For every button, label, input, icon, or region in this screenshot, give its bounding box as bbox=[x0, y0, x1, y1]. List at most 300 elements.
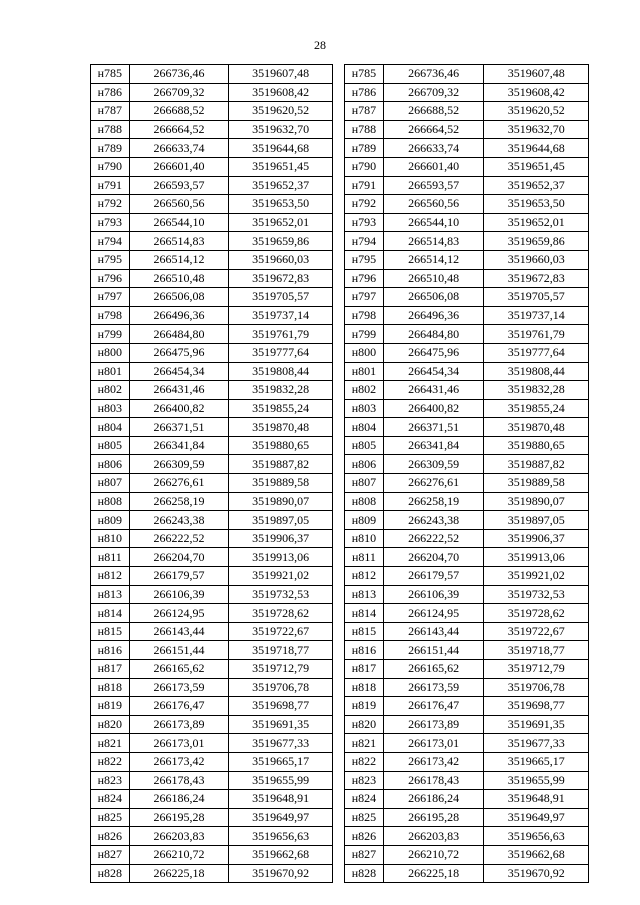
point-id-cell: н790 bbox=[91, 157, 130, 176]
x-coordinate-cell: 266560,56 bbox=[129, 195, 229, 214]
x-coordinate-cell: 266484,80 bbox=[383, 325, 484, 344]
y-coordinate-cell: 3519648,91 bbox=[484, 790, 589, 809]
y-coordinate-cell: 3519880,65 bbox=[229, 436, 333, 455]
x-coordinate-cell: 266664,52 bbox=[383, 120, 484, 139]
x-coordinate-cell: 266514,83 bbox=[383, 232, 484, 251]
y-coordinate-cell: 3519887,82 bbox=[484, 455, 589, 474]
point-id-cell: н807 bbox=[345, 474, 384, 493]
y-coordinate-cell: 3519808,44 bbox=[484, 362, 589, 381]
x-coordinate-cell: 266475,96 bbox=[383, 343, 484, 362]
table-row bbox=[91, 436, 333, 455]
y-coordinate-cell: 3519855,24 bbox=[229, 399, 333, 418]
y-coordinate-cell: 3519653,50 bbox=[484, 195, 589, 214]
y-coordinate-cell: 3519712,79 bbox=[229, 660, 333, 679]
table-row bbox=[345, 622, 589, 641]
table-row bbox=[345, 399, 589, 418]
y-coordinate-cell: 3519718,77 bbox=[229, 641, 333, 660]
x-coordinate-cell: 266514,12 bbox=[383, 250, 484, 269]
table-row bbox=[345, 83, 589, 102]
x-coordinate-cell: 266203,83 bbox=[383, 827, 484, 846]
point-id-cell: н787 bbox=[91, 102, 130, 121]
table-row bbox=[91, 641, 333, 660]
point-id-cell: н796 bbox=[91, 269, 130, 288]
table-row bbox=[345, 232, 589, 251]
y-coordinate-cell: 3519906,37 bbox=[484, 529, 589, 548]
y-coordinate-cell: 3519832,28 bbox=[229, 381, 333, 400]
point-id-cell: н785 bbox=[345, 65, 384, 84]
x-coordinate-cell: 266736,46 bbox=[383, 65, 484, 84]
table-row bbox=[91, 399, 333, 418]
x-coordinate-cell: 266179,57 bbox=[383, 567, 484, 586]
x-coordinate-cell: 266173,89 bbox=[129, 715, 229, 734]
x-coordinate-cell: 266106,39 bbox=[383, 585, 484, 604]
x-coordinate-cell: 266709,32 bbox=[383, 83, 484, 102]
x-coordinate-cell: 266222,52 bbox=[383, 529, 484, 548]
y-coordinate-cell: 3519880,65 bbox=[484, 436, 589, 455]
table-row bbox=[345, 343, 589, 362]
table-row bbox=[91, 232, 333, 251]
point-id-cell: н798 bbox=[345, 306, 384, 325]
y-coordinate-cell: 3519832,28 bbox=[484, 381, 589, 400]
y-coordinate-cell: 3519761,79 bbox=[484, 325, 589, 344]
y-coordinate-cell: 3519870,48 bbox=[484, 418, 589, 437]
table-row bbox=[345, 548, 589, 567]
point-id-cell: н787 bbox=[345, 102, 384, 121]
point-id-cell: н805 bbox=[91, 436, 130, 455]
table-row bbox=[345, 492, 589, 511]
x-coordinate-cell: 266210,72 bbox=[129, 845, 229, 864]
point-id-cell: н805 bbox=[345, 436, 384, 455]
point-id-cell: н821 bbox=[91, 734, 130, 753]
y-coordinate-cell: 3519737,14 bbox=[484, 306, 589, 325]
x-coordinate-cell: 266514,83 bbox=[129, 232, 229, 251]
table-row bbox=[345, 474, 589, 493]
point-id-cell: н820 bbox=[345, 715, 384, 734]
y-coordinate-cell: 3519718,77 bbox=[484, 641, 589, 660]
coordinates-table-right bbox=[344, 64, 589, 883]
x-coordinate-cell: 266173,01 bbox=[129, 734, 229, 753]
point-id-cell: н803 bbox=[91, 399, 130, 418]
x-coordinate-cell: 266709,32 bbox=[129, 83, 229, 102]
table-row bbox=[345, 641, 589, 660]
y-coordinate-cell: 3519644,68 bbox=[484, 139, 589, 158]
table-row bbox=[345, 139, 589, 158]
y-coordinate-cell: 3519651,45 bbox=[229, 157, 333, 176]
y-coordinate-cell: 3519921,02 bbox=[229, 567, 333, 586]
table-row bbox=[91, 771, 333, 790]
table-row bbox=[91, 418, 333, 437]
point-id-cell: н823 bbox=[345, 771, 384, 790]
point-id-cell: н791 bbox=[91, 176, 130, 195]
x-coordinate-cell: 266601,40 bbox=[383, 157, 484, 176]
x-coordinate-cell: 266544,10 bbox=[383, 213, 484, 232]
y-coordinate-cell: 3519659,86 bbox=[229, 232, 333, 251]
y-coordinate-cell: 3519662,68 bbox=[229, 845, 333, 864]
y-coordinate-cell: 3519632,70 bbox=[484, 120, 589, 139]
table-row bbox=[345, 567, 589, 586]
point-id-cell: н819 bbox=[91, 697, 130, 716]
point-id-cell: н826 bbox=[91, 827, 130, 846]
x-coordinate-cell: 266186,24 bbox=[383, 790, 484, 809]
table-row bbox=[91, 585, 333, 604]
x-coordinate-cell: 266431,46 bbox=[129, 381, 229, 400]
point-id-cell: н814 bbox=[91, 604, 130, 623]
point-id-cell: н827 bbox=[345, 845, 384, 864]
point-id-cell: н810 bbox=[345, 529, 384, 548]
x-coordinate-cell: 266203,83 bbox=[129, 827, 229, 846]
table-row bbox=[91, 269, 333, 288]
table-row bbox=[345, 120, 589, 139]
table-row bbox=[345, 288, 589, 307]
x-coordinate-cell: 266371,51 bbox=[383, 418, 484, 437]
point-id-cell: н806 bbox=[91, 455, 130, 474]
y-coordinate-cell: 3519855,24 bbox=[484, 399, 589, 418]
y-coordinate-cell: 3519655,99 bbox=[229, 771, 333, 790]
y-coordinate-cell: 3519677,33 bbox=[484, 734, 589, 753]
table-row bbox=[91, 325, 333, 344]
y-coordinate-cell: 3519890,07 bbox=[229, 492, 333, 511]
table-row bbox=[91, 790, 333, 809]
y-coordinate-cell: 3519897,05 bbox=[484, 511, 589, 530]
table-row bbox=[91, 213, 333, 232]
y-coordinate-cell: 3519906,37 bbox=[229, 529, 333, 548]
table-row bbox=[345, 418, 589, 437]
x-coordinate-cell: 266400,82 bbox=[129, 399, 229, 418]
x-coordinate-cell: 266178,43 bbox=[383, 771, 484, 790]
x-coordinate-cell: 266173,42 bbox=[383, 752, 484, 771]
point-id-cell: н810 bbox=[91, 529, 130, 548]
x-coordinate-cell: 266633,74 bbox=[383, 139, 484, 158]
x-coordinate-cell: 266431,46 bbox=[383, 381, 484, 400]
y-coordinate-cell: 3519653,50 bbox=[229, 195, 333, 214]
table-row bbox=[345, 697, 589, 716]
y-coordinate-cell: 3519607,48 bbox=[229, 65, 333, 84]
x-coordinate-cell: 266179,57 bbox=[129, 567, 229, 586]
y-coordinate-cell: 3519644,68 bbox=[229, 139, 333, 158]
x-coordinate-cell: 266454,34 bbox=[383, 362, 484, 381]
x-coordinate-cell: 266106,39 bbox=[129, 585, 229, 604]
y-coordinate-cell: 3519649,97 bbox=[229, 808, 333, 827]
point-id-cell: н786 bbox=[345, 83, 384, 102]
y-coordinate-cell: 3519691,35 bbox=[229, 715, 333, 734]
table-row bbox=[91, 715, 333, 734]
point-id-cell: н798 bbox=[91, 306, 130, 325]
x-coordinate-cell: 266475,96 bbox=[129, 343, 229, 362]
x-coordinate-cell: 266210,72 bbox=[383, 845, 484, 864]
y-coordinate-cell: 3519777,64 bbox=[229, 343, 333, 362]
y-coordinate-cell: 3519921,02 bbox=[484, 567, 589, 586]
point-id-cell: н789 bbox=[91, 139, 130, 158]
x-coordinate-cell: 266593,57 bbox=[383, 176, 484, 195]
x-coordinate-cell: 266204,70 bbox=[129, 548, 229, 567]
x-coordinate-cell: 266173,01 bbox=[383, 734, 484, 753]
point-id-cell: н811 bbox=[345, 548, 384, 567]
point-id-cell: н794 bbox=[345, 232, 384, 251]
x-coordinate-cell: 266309,59 bbox=[129, 455, 229, 474]
y-coordinate-cell: 3519648,91 bbox=[229, 790, 333, 809]
y-coordinate-cell: 3519761,79 bbox=[229, 325, 333, 344]
table-row bbox=[91, 139, 333, 158]
table-row bbox=[345, 585, 589, 604]
table-row bbox=[91, 250, 333, 269]
table-row bbox=[345, 325, 589, 344]
y-coordinate-cell: 3519706,78 bbox=[484, 678, 589, 697]
point-id-cell: н797 bbox=[345, 288, 384, 307]
y-coordinate-cell: 3519722,67 bbox=[484, 622, 589, 641]
page-number: 28 bbox=[314, 38, 326, 52]
y-coordinate-cell: 3519652,01 bbox=[484, 213, 589, 232]
table-row bbox=[345, 864, 589, 883]
table-row bbox=[345, 660, 589, 679]
point-id-cell: н804 bbox=[91, 418, 130, 437]
point-id-cell: н794 bbox=[91, 232, 130, 251]
x-coordinate-cell: 266173,42 bbox=[129, 752, 229, 771]
x-coordinate-cell: 266633,74 bbox=[129, 139, 229, 158]
y-coordinate-cell: 3519897,05 bbox=[229, 511, 333, 530]
y-coordinate-cell: 3519698,77 bbox=[484, 697, 589, 716]
y-coordinate-cell: 3519728,62 bbox=[484, 604, 589, 623]
y-coordinate-cell: 3519651,45 bbox=[484, 157, 589, 176]
point-id-cell: н795 bbox=[91, 250, 130, 269]
x-coordinate-cell: 266506,08 bbox=[129, 288, 229, 307]
point-id-cell: н820 bbox=[91, 715, 130, 734]
table-row bbox=[345, 157, 589, 176]
table-row bbox=[345, 306, 589, 325]
point-id-cell: н804 bbox=[345, 418, 384, 437]
x-coordinate-cell: 266178,43 bbox=[129, 771, 229, 790]
x-coordinate-cell: 266664,52 bbox=[129, 120, 229, 139]
table-row bbox=[345, 455, 589, 474]
point-id-cell: н807 bbox=[91, 474, 130, 493]
x-coordinate-cell: 266124,95 bbox=[129, 604, 229, 623]
point-id-cell: н802 bbox=[91, 381, 130, 400]
x-coordinate-cell: 266176,47 bbox=[383, 697, 484, 716]
y-coordinate-cell: 3519608,42 bbox=[484, 83, 589, 102]
point-id-cell: н816 bbox=[91, 641, 130, 660]
y-coordinate-cell: 3519913,06 bbox=[229, 548, 333, 567]
point-id-cell: н825 bbox=[345, 808, 384, 827]
point-id-cell: н809 bbox=[345, 511, 384, 530]
table-row bbox=[91, 65, 333, 84]
x-coordinate-cell: 266173,89 bbox=[383, 715, 484, 734]
point-id-cell: н814 bbox=[345, 604, 384, 623]
table-row bbox=[345, 790, 589, 809]
table-row bbox=[91, 529, 333, 548]
x-coordinate-cell: 266258,19 bbox=[383, 492, 484, 511]
table-row bbox=[345, 827, 589, 846]
x-coordinate-cell: 266243,38 bbox=[129, 511, 229, 530]
y-coordinate-cell: 3519698,77 bbox=[229, 697, 333, 716]
table-row bbox=[91, 864, 333, 883]
table-row bbox=[345, 771, 589, 790]
x-coordinate-cell: 266454,34 bbox=[129, 362, 229, 381]
point-id-cell: н811 bbox=[91, 548, 130, 567]
point-id-cell: н817 bbox=[345, 660, 384, 679]
table-row bbox=[345, 269, 589, 288]
x-coordinate-cell: 266688,52 bbox=[383, 102, 484, 121]
x-coordinate-cell: 266143,44 bbox=[129, 622, 229, 641]
y-coordinate-cell: 3519722,67 bbox=[229, 622, 333, 641]
point-id-cell: н821 bbox=[345, 734, 384, 753]
table-row bbox=[345, 65, 589, 84]
table-row bbox=[91, 120, 333, 139]
point-id-cell: н800 bbox=[91, 343, 130, 362]
table-row bbox=[91, 102, 333, 121]
x-coordinate-cell: 266258,19 bbox=[129, 492, 229, 511]
y-coordinate-cell: 3519712,79 bbox=[484, 660, 589, 679]
x-coordinate-cell: 266496,36 bbox=[383, 306, 484, 325]
point-id-cell: н788 bbox=[345, 120, 384, 139]
x-coordinate-cell: 266151,44 bbox=[383, 641, 484, 660]
point-id-cell: н792 bbox=[91, 195, 130, 214]
table-row bbox=[91, 697, 333, 716]
point-id-cell: н815 bbox=[345, 622, 384, 641]
y-coordinate-cell: 3519705,57 bbox=[229, 288, 333, 307]
y-coordinate-cell: 3519728,62 bbox=[229, 604, 333, 623]
y-coordinate-cell: 3519660,03 bbox=[484, 250, 589, 269]
x-coordinate-cell: 266176,47 bbox=[129, 697, 229, 716]
x-coordinate-cell: 266510,48 bbox=[383, 269, 484, 288]
point-id-cell: н801 bbox=[91, 362, 130, 381]
table-row bbox=[345, 436, 589, 455]
point-id-cell: н818 bbox=[91, 678, 130, 697]
point-id-cell: н812 bbox=[345, 567, 384, 586]
point-id-cell: н795 bbox=[345, 250, 384, 269]
point-id-cell: н797 bbox=[91, 288, 130, 307]
point-id-cell: н824 bbox=[91, 790, 130, 809]
table-row bbox=[91, 827, 333, 846]
y-coordinate-cell: 3519887,82 bbox=[229, 455, 333, 474]
table-row bbox=[91, 548, 333, 567]
y-coordinate-cell: 3519607,48 bbox=[484, 65, 589, 84]
y-coordinate-cell: 3519677,33 bbox=[229, 734, 333, 753]
table-row bbox=[91, 176, 333, 195]
x-coordinate-cell: 266195,28 bbox=[129, 808, 229, 827]
x-coordinate-cell: 266510,48 bbox=[129, 269, 229, 288]
x-coordinate-cell: 266400,82 bbox=[383, 399, 484, 418]
table-row bbox=[345, 604, 589, 623]
point-id-cell: н817 bbox=[91, 660, 130, 679]
y-coordinate-cell: 3519706,78 bbox=[229, 678, 333, 697]
table-row bbox=[345, 362, 589, 381]
point-id-cell: н808 bbox=[345, 492, 384, 511]
point-id-cell: н828 bbox=[91, 864, 130, 883]
y-coordinate-cell: 3519660,03 bbox=[229, 250, 333, 269]
y-coordinate-cell: 3519732,53 bbox=[484, 585, 589, 604]
point-id-cell: н818 bbox=[345, 678, 384, 697]
point-id-cell: н799 bbox=[91, 325, 130, 344]
point-id-cell: н815 bbox=[91, 622, 130, 641]
table-row bbox=[91, 678, 333, 697]
point-id-cell: н824 bbox=[345, 790, 384, 809]
x-coordinate-cell: 266151,44 bbox=[129, 641, 229, 660]
y-coordinate-cell: 3519889,58 bbox=[484, 474, 589, 493]
point-id-cell: н819 bbox=[345, 697, 384, 716]
x-coordinate-cell: 266225,18 bbox=[129, 864, 229, 883]
table-row bbox=[345, 195, 589, 214]
table-row bbox=[345, 102, 589, 121]
point-id-cell: н793 bbox=[345, 213, 384, 232]
table-row bbox=[345, 678, 589, 697]
table-row bbox=[91, 511, 333, 530]
point-id-cell: н828 bbox=[345, 864, 384, 883]
y-coordinate-cell: 3519662,68 bbox=[484, 845, 589, 864]
table-row bbox=[345, 250, 589, 269]
table-row bbox=[91, 195, 333, 214]
y-coordinate-cell: 3519608,42 bbox=[229, 83, 333, 102]
x-coordinate-cell: 266243,38 bbox=[383, 511, 484, 530]
point-id-cell: н812 bbox=[91, 567, 130, 586]
y-coordinate-cell: 3519656,63 bbox=[229, 827, 333, 846]
y-coordinate-cell: 3519659,86 bbox=[484, 232, 589, 251]
y-coordinate-cell: 3519649,97 bbox=[484, 808, 589, 827]
x-coordinate-cell: 266560,56 bbox=[383, 195, 484, 214]
point-id-cell: н823 bbox=[91, 771, 130, 790]
table-row bbox=[91, 343, 333, 362]
x-coordinate-cell: 266496,36 bbox=[129, 306, 229, 325]
y-coordinate-cell: 3519808,44 bbox=[229, 362, 333, 381]
x-coordinate-cell: 266544,10 bbox=[129, 213, 229, 232]
y-coordinate-cell: 3519652,37 bbox=[229, 176, 333, 195]
point-id-cell: н793 bbox=[91, 213, 130, 232]
y-coordinate-cell: 3519670,92 bbox=[484, 864, 589, 883]
point-id-cell: н803 bbox=[345, 399, 384, 418]
y-coordinate-cell: 3519620,52 bbox=[229, 102, 333, 121]
point-id-cell: н792 bbox=[345, 195, 384, 214]
x-coordinate-cell: 266601,40 bbox=[129, 157, 229, 176]
point-id-cell: н790 bbox=[345, 157, 384, 176]
x-coordinate-cell: 266514,12 bbox=[129, 250, 229, 269]
x-coordinate-cell: 266736,46 bbox=[129, 65, 229, 84]
y-coordinate-cell: 3519665,17 bbox=[484, 752, 589, 771]
y-coordinate-cell: 3519889,58 bbox=[229, 474, 333, 493]
table-row bbox=[91, 306, 333, 325]
x-coordinate-cell: 266165,62 bbox=[129, 660, 229, 679]
table-row bbox=[91, 288, 333, 307]
table-row bbox=[91, 362, 333, 381]
x-coordinate-cell: 266173,59 bbox=[129, 678, 229, 697]
x-coordinate-cell: 266225,18 bbox=[383, 864, 484, 883]
y-coordinate-cell: 3519620,52 bbox=[484, 102, 589, 121]
point-id-cell: н813 bbox=[91, 585, 130, 604]
point-id-cell: н809 bbox=[91, 511, 130, 530]
x-coordinate-cell: 266688,52 bbox=[129, 102, 229, 121]
y-coordinate-cell: 3519672,83 bbox=[229, 269, 333, 288]
table-row bbox=[91, 157, 333, 176]
point-id-cell: н800 bbox=[345, 343, 384, 362]
y-coordinate-cell: 3519913,06 bbox=[484, 548, 589, 567]
y-coordinate-cell: 3519705,57 bbox=[484, 288, 589, 307]
x-coordinate-cell: 266309,59 bbox=[383, 455, 484, 474]
point-id-cell: н799 bbox=[345, 325, 384, 344]
table-row bbox=[345, 176, 589, 195]
table-row bbox=[91, 567, 333, 586]
point-id-cell: н786 bbox=[91, 83, 130, 102]
table-row bbox=[345, 808, 589, 827]
table-row bbox=[345, 511, 589, 530]
x-coordinate-cell: 266195,28 bbox=[383, 808, 484, 827]
y-coordinate-cell: 3519691,35 bbox=[484, 715, 589, 734]
y-coordinate-cell: 3519672,83 bbox=[484, 269, 589, 288]
point-id-cell: н808 bbox=[91, 492, 130, 511]
table-row bbox=[91, 455, 333, 474]
point-id-cell: н827 bbox=[91, 845, 130, 864]
table-row bbox=[91, 808, 333, 827]
table-row bbox=[345, 529, 589, 548]
x-coordinate-cell: 266186,24 bbox=[129, 790, 229, 809]
table-row bbox=[345, 213, 589, 232]
table-row bbox=[345, 752, 589, 771]
